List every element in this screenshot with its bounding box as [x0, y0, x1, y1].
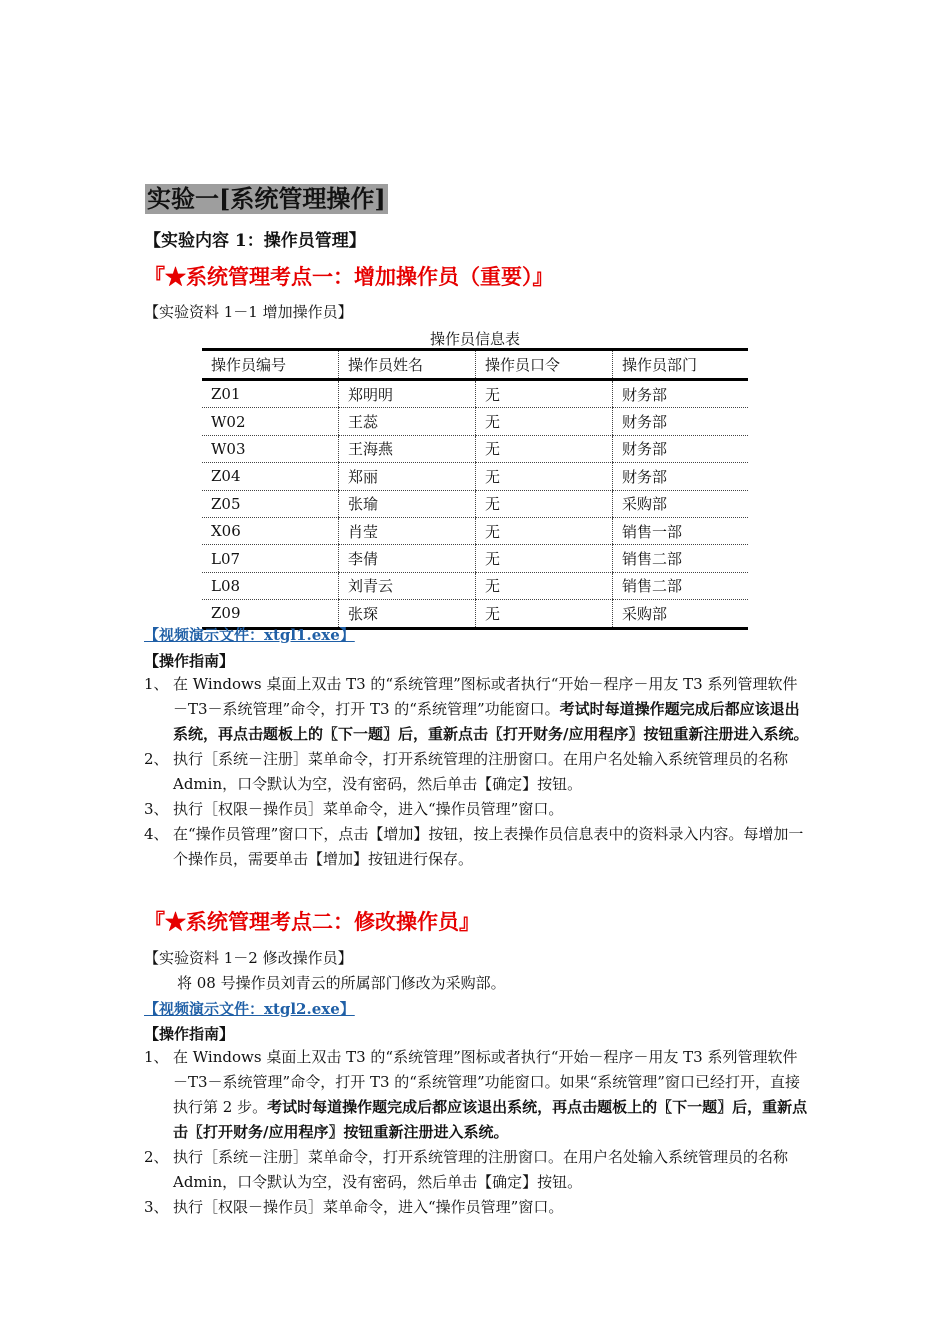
table-cell: W02 [202, 408, 339, 435]
table-cell: 销售二部 [613, 545, 749, 572]
table-cell: 无 [476, 490, 613, 517]
guide-heading-2: 【操作指南】 [144, 1025, 235, 1043]
column-header: 操作员编号 [202, 350, 339, 380]
table-cell: Z04 [202, 463, 339, 490]
table-cell: 张琛 [339, 600, 476, 628]
table-cell: 财务部 [613, 463, 749, 490]
table-cell: L08 [202, 572, 339, 599]
guide-steps-1 [144, 672, 809, 872]
list-item: 2、 执行［系统－注册］菜单命令，打开系统管理的注册窗口。在用户名处输入系统管理员的名称 Admin，口令默认为空，没有密码，然后单击【确定】按钮。 [144, 1148, 789, 1191]
table-cell: 王蕊 [339, 408, 476, 435]
table-cell: 无 [476, 380, 613, 408]
point1-material: 【实验资料 1－1 增加操作员】 [144, 303, 353, 321]
table-cell: 无 [476, 435, 613, 462]
table-cell: 财务部 [613, 380, 749, 408]
table-cell: 张瑜 [339, 490, 476, 517]
table-row [202, 517, 748, 544]
table-cell: 郑丽 [339, 463, 476, 490]
table-row [202, 380, 748, 408]
list-item: 2、 执行［系统－注册］菜单命令，打开系统管理的注册窗口。在用户名处输入系统管理员的名称 Admin，口令默认为空，没有密码，然后单击【确定】按钮。 [144, 750, 789, 793]
point2-heading: 『★系统管理考点二：修改操作员』 [144, 909, 480, 934]
table-cell: 无 [476, 517, 613, 544]
table-cell: 销售二部 [613, 572, 749, 599]
table-header-row [202, 350, 748, 380]
operator-table [202, 348, 748, 630]
column-header: 操作员姓名 [339, 350, 476, 380]
table-cell: 采购部 [613, 490, 749, 517]
point2-material: 【实验资料 1－2 修改操作员】 [144, 949, 353, 967]
table-cell: 财务部 [613, 408, 749, 435]
video-link-1[interactable]: 【视频演示文件：xtgl1.exe】 [144, 626, 355, 644]
video-link-2[interactable]: 【视频演示文件：xtgl2.exe】 [144, 1000, 355, 1018]
table-cell: 无 [476, 572, 613, 599]
table-cell: 销售一部 [613, 517, 749, 544]
content-heading: 【实验内容 1：操作员管理】 [144, 231, 366, 251]
table-cell: Z01 [202, 380, 339, 408]
table-cell: 采购部 [613, 600, 749, 628]
table-row [202, 572, 748, 599]
table-cell: 刘青云 [339, 572, 476, 599]
table-cell: 无 [476, 600, 613, 628]
page-title: 实验一[系统管理操作] [147, 184, 386, 213]
table-cell: Z05 [202, 490, 339, 517]
column-header: 操作员部门 [613, 350, 749, 380]
point2-material-text: 将 08 号操作员刘青云的所属部门修改为采购部。 [177, 974, 506, 992]
table-cell: 财务部 [613, 435, 749, 462]
table-cell: 无 [476, 545, 613, 572]
table-cell: L07 [202, 545, 339, 572]
table-cell: 无 [476, 463, 613, 490]
table-row [202, 463, 748, 490]
table-cell: X06 [202, 517, 339, 544]
table-cell: 郑明明 [339, 380, 476, 408]
table-cell: 李倩 [339, 545, 476, 572]
table-caption: 操作员信息表 [429, 330, 520, 348]
table-row [202, 408, 748, 435]
table-cell: W03 [202, 435, 339, 462]
table-row [202, 545, 748, 572]
list-item: 3、 执行［权限－操作员］菜单命令，进入“操作员管理”窗口。 [144, 800, 564, 818]
list-item: 1、 在 Windows 桌面上双击 T3 的“系统管理”图标或者执行“开始－程序－用友 T3 系列管理软件－T3－系统管理”命令，打开 T3 的“系统管理”功能窗口。考试时每道操作题完成后都应该退出系统，再点击题板上的〖下一题〗后，重新点击〖打开财务/应用程序〗按钮重新注册进入系统。 [144, 675, 809, 743]
table-cell: 肖莹 [339, 517, 476, 544]
list-item: 1、 在 Windows 桌面上双击 T3 的“系统管理”图标或者执行“开始－程序－用友 T3 系列管理软件－T3－系统管理”命令，打开 T3 的“系统管理”功能窗口。如果“系统管理”窗口已经打开，直接执行第 2 步。考试时每道操作题完成后都应该退出系统，再点击题板上的〖下一题〗后，重新点击〖打开财务/应用程序〗按钮重新注册进入系统。 [144, 1048, 808, 1141]
guide-heading-1: 【操作指南】 [144, 652, 235, 670]
point1-heading: 『★系统管理考点一：增加操作员（重要）』 [144, 264, 554, 289]
column-header: 操作员口令 [476, 350, 613, 380]
list-item: 3、 执行［权限－操作员］菜单命令，进入“操作员管理”窗口。 [144, 1198, 564, 1216]
table-cell: 王海燕 [339, 435, 476, 462]
table-cell: 无 [476, 408, 613, 435]
table-row [202, 435, 748, 462]
list-item: 4、 在“操作员管理”窗口下，点击【增加】按钮，按上表操作员信息表中的资料录入内容。每增加一个操作员，需要单击【增加】按钮进行保存。 [144, 825, 804, 868]
guide-steps-2 [144, 1045, 809, 1220]
table-cell: Z09 [202, 600, 339, 628]
table-row [202, 490, 748, 517]
